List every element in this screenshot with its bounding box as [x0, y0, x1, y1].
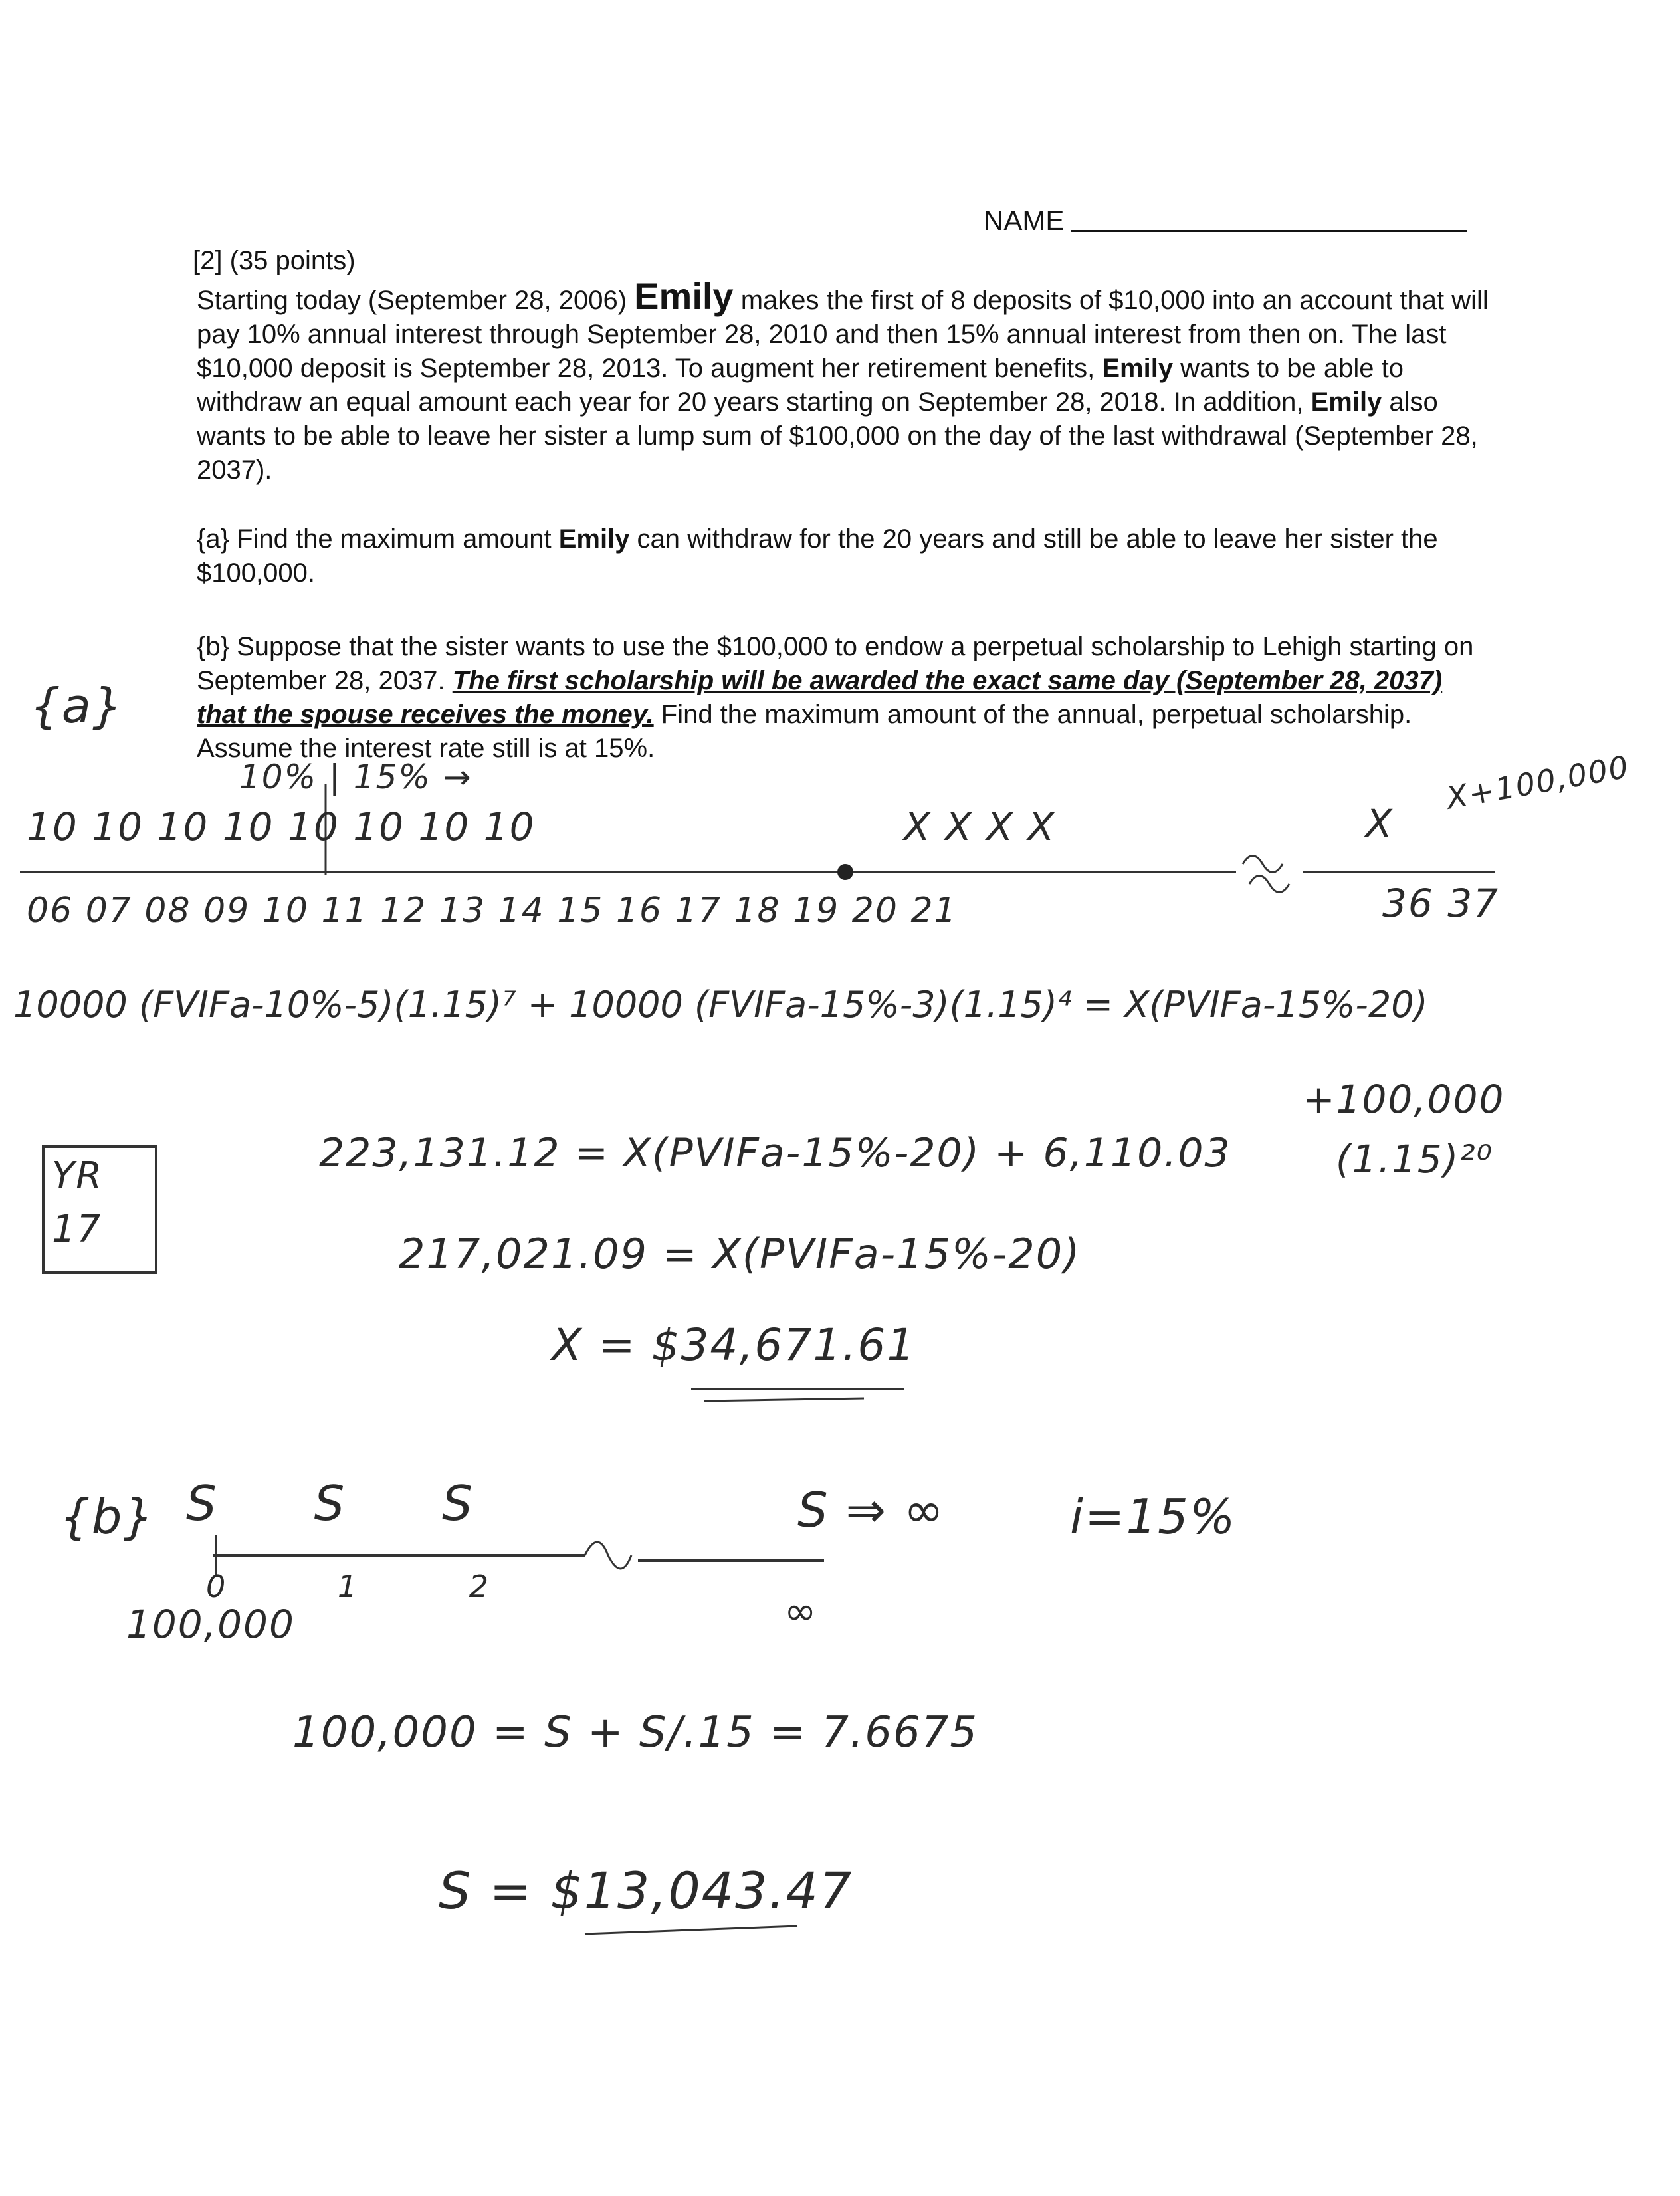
hand-s-labels: S S S: [186, 1476, 474, 1531]
hand-answer-b: S = $13,043.47: [439, 1861, 853, 1920]
name-label: NAME: [984, 205, 1065, 236]
hand-deposits: 10 10 10 10 10 10 10 10: [27, 804, 536, 849]
part-b-question: {b} Suppose that the sister wants to use the $100,000 to endow a perpetual scholarship to Lehigh starting on September 28, 2037. The first scholarship will be awarded the exact same day (September 28, 2037) that the spouse receives the money. Find the maximum amount of the annual, perpetual scholarship. Assume the interest rate still is at 15%.: [197, 632, 1474, 763]
hand-years-left: 06 07 08 09 10 11 12 13 14 15 16 17 18 19 20 21: [27, 891, 958, 931]
timeline-a-dot-17: [837, 864, 853, 880]
hand-equation-3: 217,021.09 = X(PVIFa-15%-20): [399, 1230, 1081, 1278]
hand-rate-b: i=15%: [1070, 1489, 1237, 1545]
hand-withdrawals: X X X X: [904, 804, 1056, 849]
answer-b-underline: [585, 1926, 797, 1934]
hand-timeline-b-ticks: 0 1 2: [206, 1569, 490, 1604]
hand-rates: 10% | 15% →: [239, 758, 472, 796]
problem-number-points: [2] (35 points): [193, 246, 356, 275]
problem-statement: Starting today (September 28, 2006) Emily makes the first of 8 deposits of $10,000 into an account that will pay 10% annual interest through September 28, 2010 and then 15% annual interest from then on. The last $10,000 deposit is September 28, 2013. To augment her retirement benefits, Emily wants to be able to withdraw an equal amount each year for 20 years starting on September 28, 2018. In addition, Emily also wants to be able to leave her sister a lump sum of $100,000 on the day of the last withdrawal (September 28, 2037).: [197, 275, 1489, 485]
timeline-b-squiggle: [585, 1542, 631, 1569]
part-a-question: {a} Find the maximum amount Emily can withdraw for the 20 years and still be able to leave her sister the $100,000.: [197, 524, 1438, 588]
hand-tail-x1: X: [1366, 801, 1394, 846]
hand-equation-1: 10000 (FVIFa-10%-5)(1.15)⁷ + 10000 (FVIFa-15%-3)(1.15)⁴ = X(PVIFa-15%-20): [13, 984, 1428, 1026]
answer-a-underline-2: [704, 1398, 864, 1401]
timeline-a-squiggle: [1243, 856, 1289, 893]
emily-name: Emily: [634, 275, 734, 317]
hand-equation-5: 100,000 = S + S/.15 = 7.6675: [292, 1708, 979, 1757]
hand-tail-x2: X+100,000: [1443, 748, 1632, 816]
hand-equation-1-discount: (1.15)²⁰: [1336, 1137, 1493, 1182]
part-b-emphasis: The first scholarship will be awarded the exact same day (September 28, 2037) that the spouse receives the money.: [197, 666, 1443, 729]
hand-box-year: YR 17: [52, 1154, 104, 1251]
hand-equation-1-lump: +100,000: [1303, 1077, 1505, 1122]
hand-label-a: {a}: [30, 678, 124, 734]
hand-timeline-b-inf: ∞: [784, 1589, 818, 1634]
hand-s-infinity: S ⇒ ∞: [797, 1482, 945, 1538]
hand-timeline-b-amount: 100,000: [126, 1602, 295, 1647]
hand-years-right: 36 37: [1382, 881, 1500, 926]
hand-equation-2: 223,131.12 = X(PVIFa-15%-20) + 6,110.03: [319, 1130, 1231, 1176]
hand-answer-a: X = $34,671.61: [552, 1319, 916, 1371]
hand-label-b: {b}: [60, 1489, 156, 1545]
